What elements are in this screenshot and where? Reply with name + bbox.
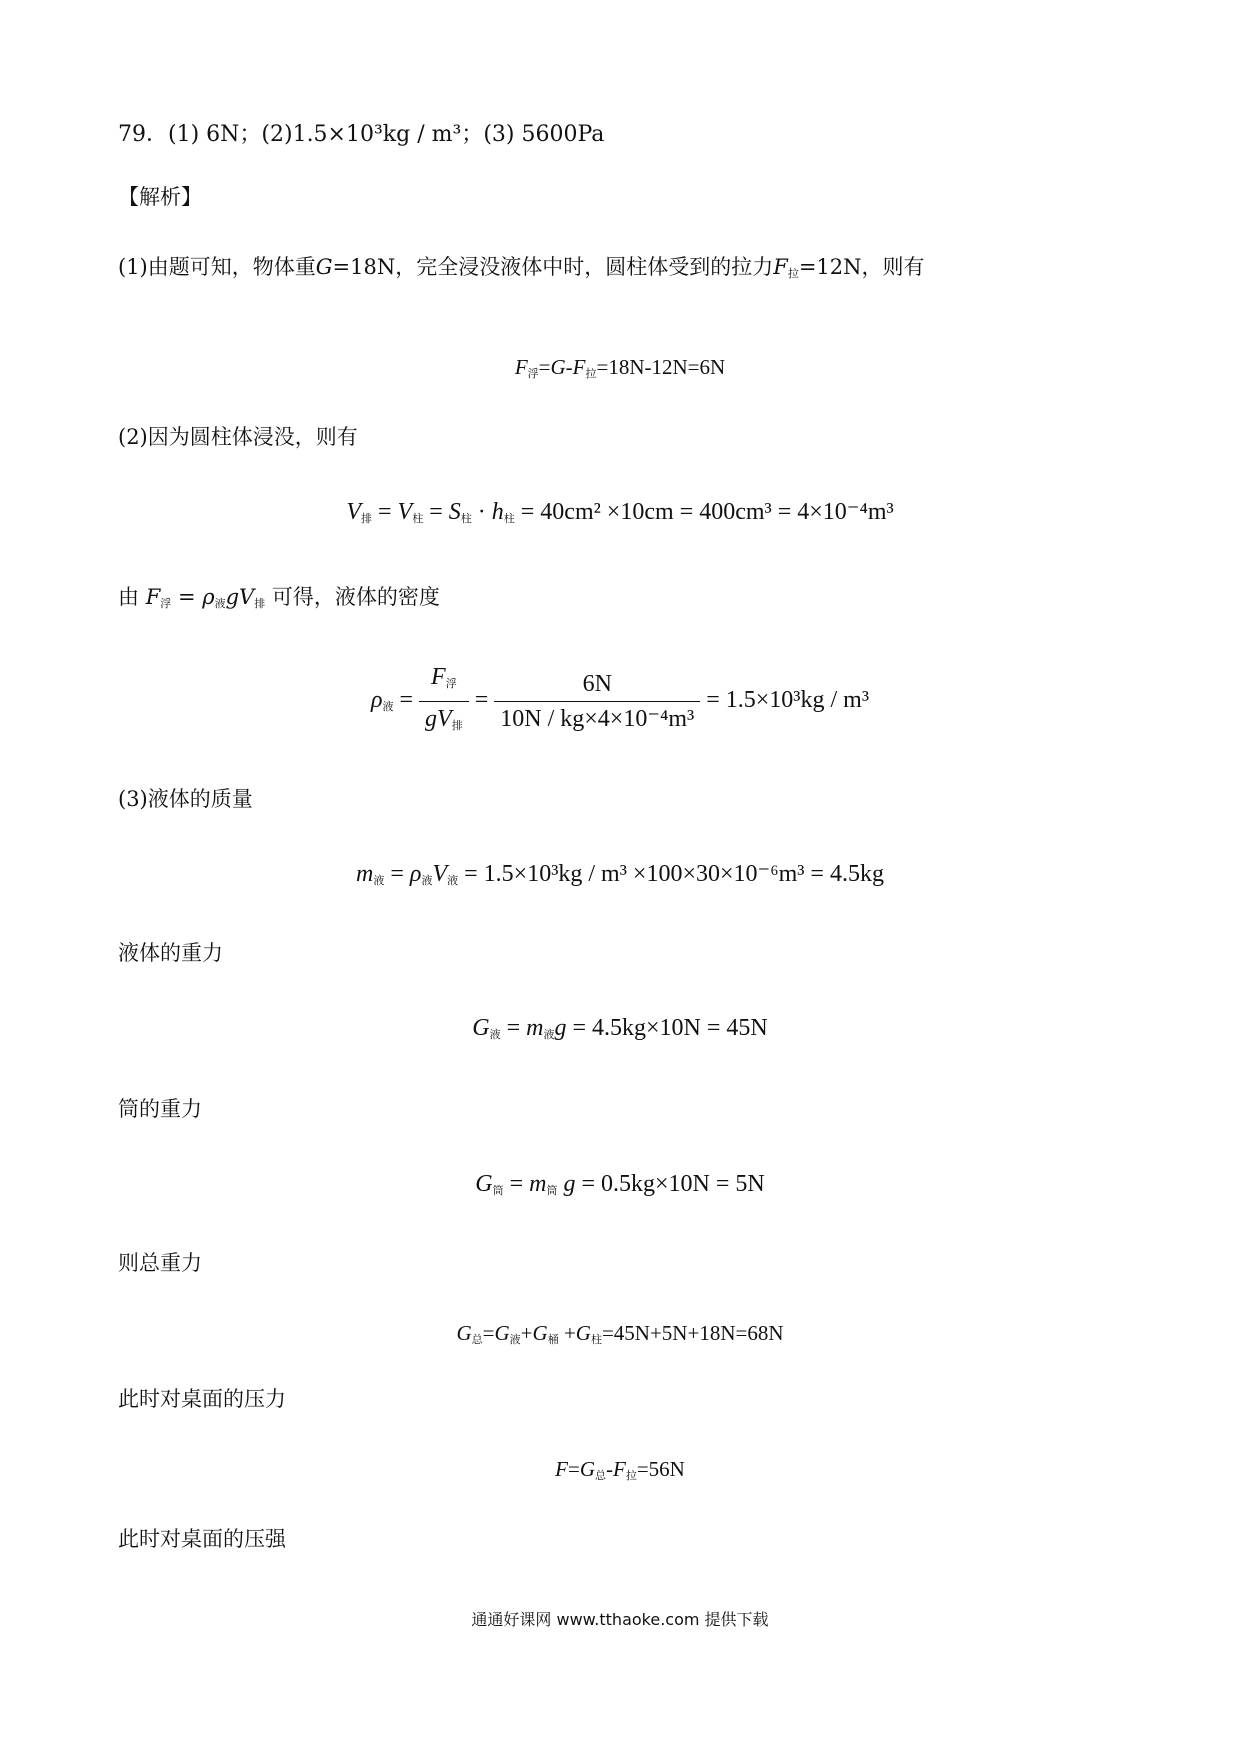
question-number: 79． [118,122,168,147]
total-weight-label: 则总重力 [118,1251,202,1275]
pressure-force-label: 此时对桌面的压力 [118,1387,286,1411]
page-footer: 通通好课网 www.tthaoke.com 提供下载 [471,1610,769,1629]
weight-liquid-equation: $G_液 = m_液g = 4.5kg\times 10N = 45N$ [472,1015,768,1041]
pressure-force-equation: $F=G_总-F_拉=56N$ [555,1457,685,1482]
density-equation: $\rho_液$ = $\frac{F_浮}{gV_排}$ = $\frac{6N}{\text{10N / kg×4×10⁻⁴m³}}$ = 1.5×10³kg / m³ [0,660,1240,743]
analysis-heading: 【解析】 [118,185,202,209]
mass-equation: $m_液 = \rho_液V_液 = 1.5\times 10^3kg / m^3 \times 100\times 30\times 10^{-6}m^3 = 4.5kg$ [356,861,884,887]
weight-tube-label: 筒的重力 [118,1097,202,1121]
fraction-left: $\frac{F_浮}{gV_排}$ [419,660,469,743]
weight-liquid-label: 液体的重力 [118,941,223,965]
step1-intro: (1)由题可知，物体重G=18N，完全浸没液体中时，圆柱体受到的拉力$F_拉=12N$，则有 [118,255,925,280]
answer-line [118,120,604,150]
step1-equation: $F_浮=G-F_拉=18N-12N=6N$ [514,355,726,380]
total-weight-equation: $G_总=G_液+G_桶 +G_柱=45N+5N+18N=68N$ [456,1321,784,1346]
pressure-label: 此时对桌面的压强 [118,1527,286,1551]
step2-intro: (2)因为圆柱体浸没，则有 [118,425,358,449]
answer-part-2: (2)1.5×10³kg / m³； [261,122,484,147]
step3-intro: (3)液体的质量 [118,787,253,811]
fraction-right: $\frac{6N}{\text{10N / kg×4×10⁻⁴m³}}$ [494,667,700,736]
weight-tube-equation: $G_筒 = m_筒$ g = 0.5kg×10N = 5N [475,1171,765,1197]
volume-equation: $V_排 = V_柱 = S_柱 \cdot h_柱 = 40cm^2 \times 10cm = 400cm^3 = 4\times 10^{-4}m^3$ [346,499,894,525]
buoyancy-formula-line: 由 $F_浮 = \rho_液gV_排$ 可得，液体的密度 [118,585,440,610]
answer-part-1: (1) 6N； [168,122,262,147]
answer-part-3: (3) 5600Pa [483,122,605,147]
